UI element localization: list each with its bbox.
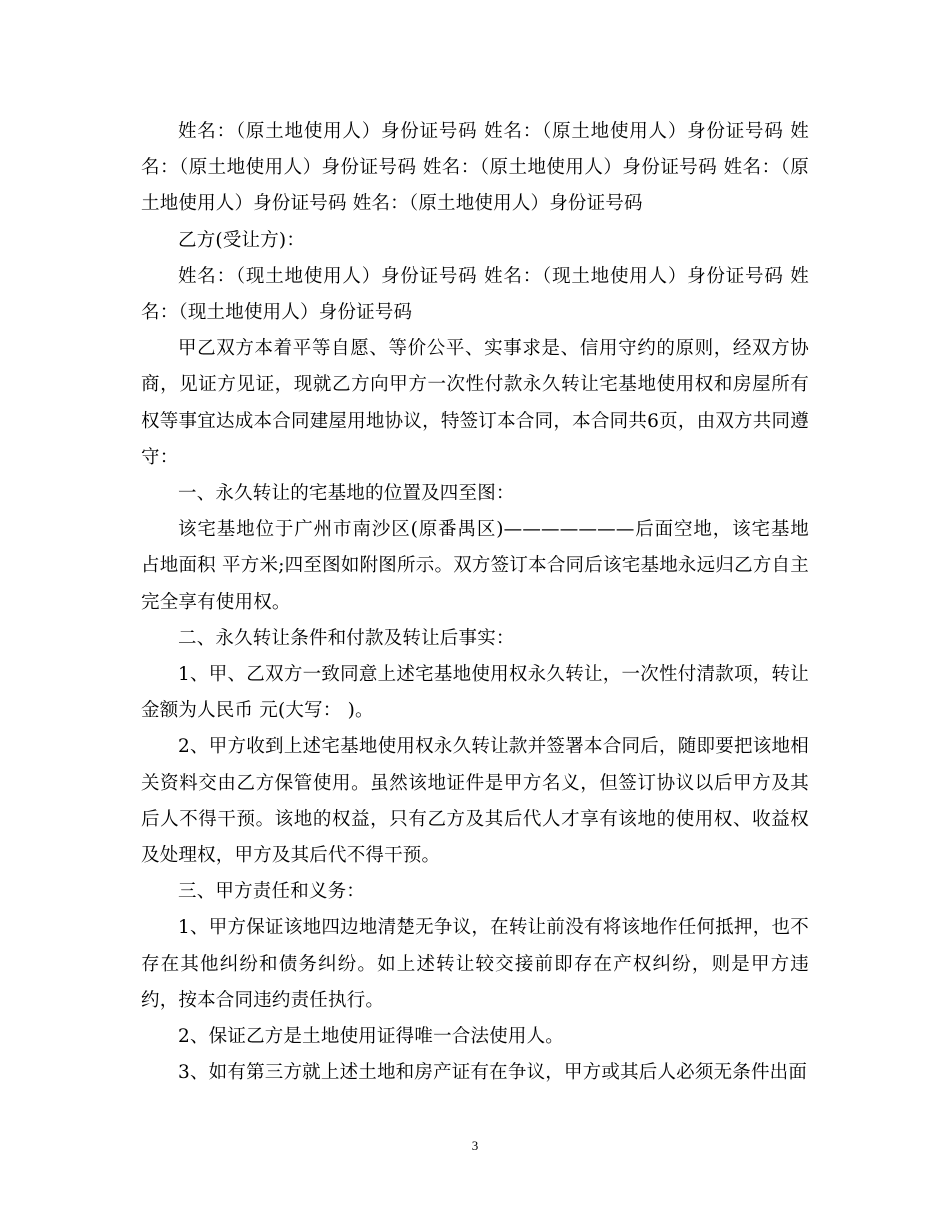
section-heading-location: 一、永久转让的宅基地的位置及四至图： (178, 483, 515, 505)
paragraph-party-b-heading: 乙方(受让方)： (178, 229, 306, 251)
paragraph-clause-2-1: 1、甲、乙双方一致同意上述宅基地使用权永久转让，一次性付清款项，转让金额为人民币 元(大写： )。 (141, 664, 809, 722)
section-heading-party-a-duties: 三、甲方责任和义务： (178, 881, 366, 903)
page-number: 3 (471, 1138, 479, 1153)
paragraph-clause-3-2: 2、保证乙方是土地使用证得唯一合法使用人。 (178, 1026, 564, 1048)
paragraph-original-users: 姓名：（原土地使用人）身份证号码 姓名：（原土地使用人）身份证号码 姓名：（原土地使用人）身份证号码 姓名：（原土地使用人）身份证号码 姓名：（原土地使用人）身份证号码 姓名：（原土地使用人）身份证号码 (141, 121, 809, 215)
paragraph-agreement-preamble: 甲乙双方本着平等自愿、等价公平、实事求是、信用守约的原则，经双方协商，见证方见证，现就乙方向甲方一次性付款永久转让宅基地使用权和房屋所有权等事宜达成本合同建屋用地协议，特签订本合同，本合同共6页，由双方共同遵守： (141, 338, 809, 468)
paragraph-current-users: 姓名：（现土地使用人）身份证号码 姓名：（现土地使用人）身份证号码 姓名：（现土地使用人）身份证号码 (141, 265, 809, 324)
section-heading-conditions: 二、永久转让条件和付款及转让后事实： (178, 627, 515, 649)
document-body (141, 114, 809, 1091)
paragraph-clause-3-1: 1、甲方保证该地四边地清楚无争议，在转让前没有将该地作任何抵押，也不存在其他纠纷和债务纠纷。如上述转让较交接前即存在产权纠纷，则是甲方违约，按本合同违约责任执行。 (141, 917, 809, 1011)
paragraph-clause-2-2: 2、甲方收到上述宅基地使用权永久转让款并签署本合同后，随即要把该地相关资料交由乙方保管使用。虽然该地证件是甲方名义，但签订协议以后甲方及其后人不得干预。该地的权益，只有乙方及其后代人才享有该地的使用权、收益权及处理权，甲方及其后代不得干预。 (141, 736, 809, 867)
paragraph-clause-3-3: 3、如有第三方就上述土地和房产证有在争议，甲方或其后人必须无条件出面 (178, 1062, 808, 1084)
paragraph-location-details: 该宅基地位于广州市南沙区(原番禺区)———————后面空地，该宅基地占地面积 平方米;四至图如附图所示。双方签订本合同后该宅基地永远归乙方自主完全享有使用权。 (141, 519, 809, 613)
